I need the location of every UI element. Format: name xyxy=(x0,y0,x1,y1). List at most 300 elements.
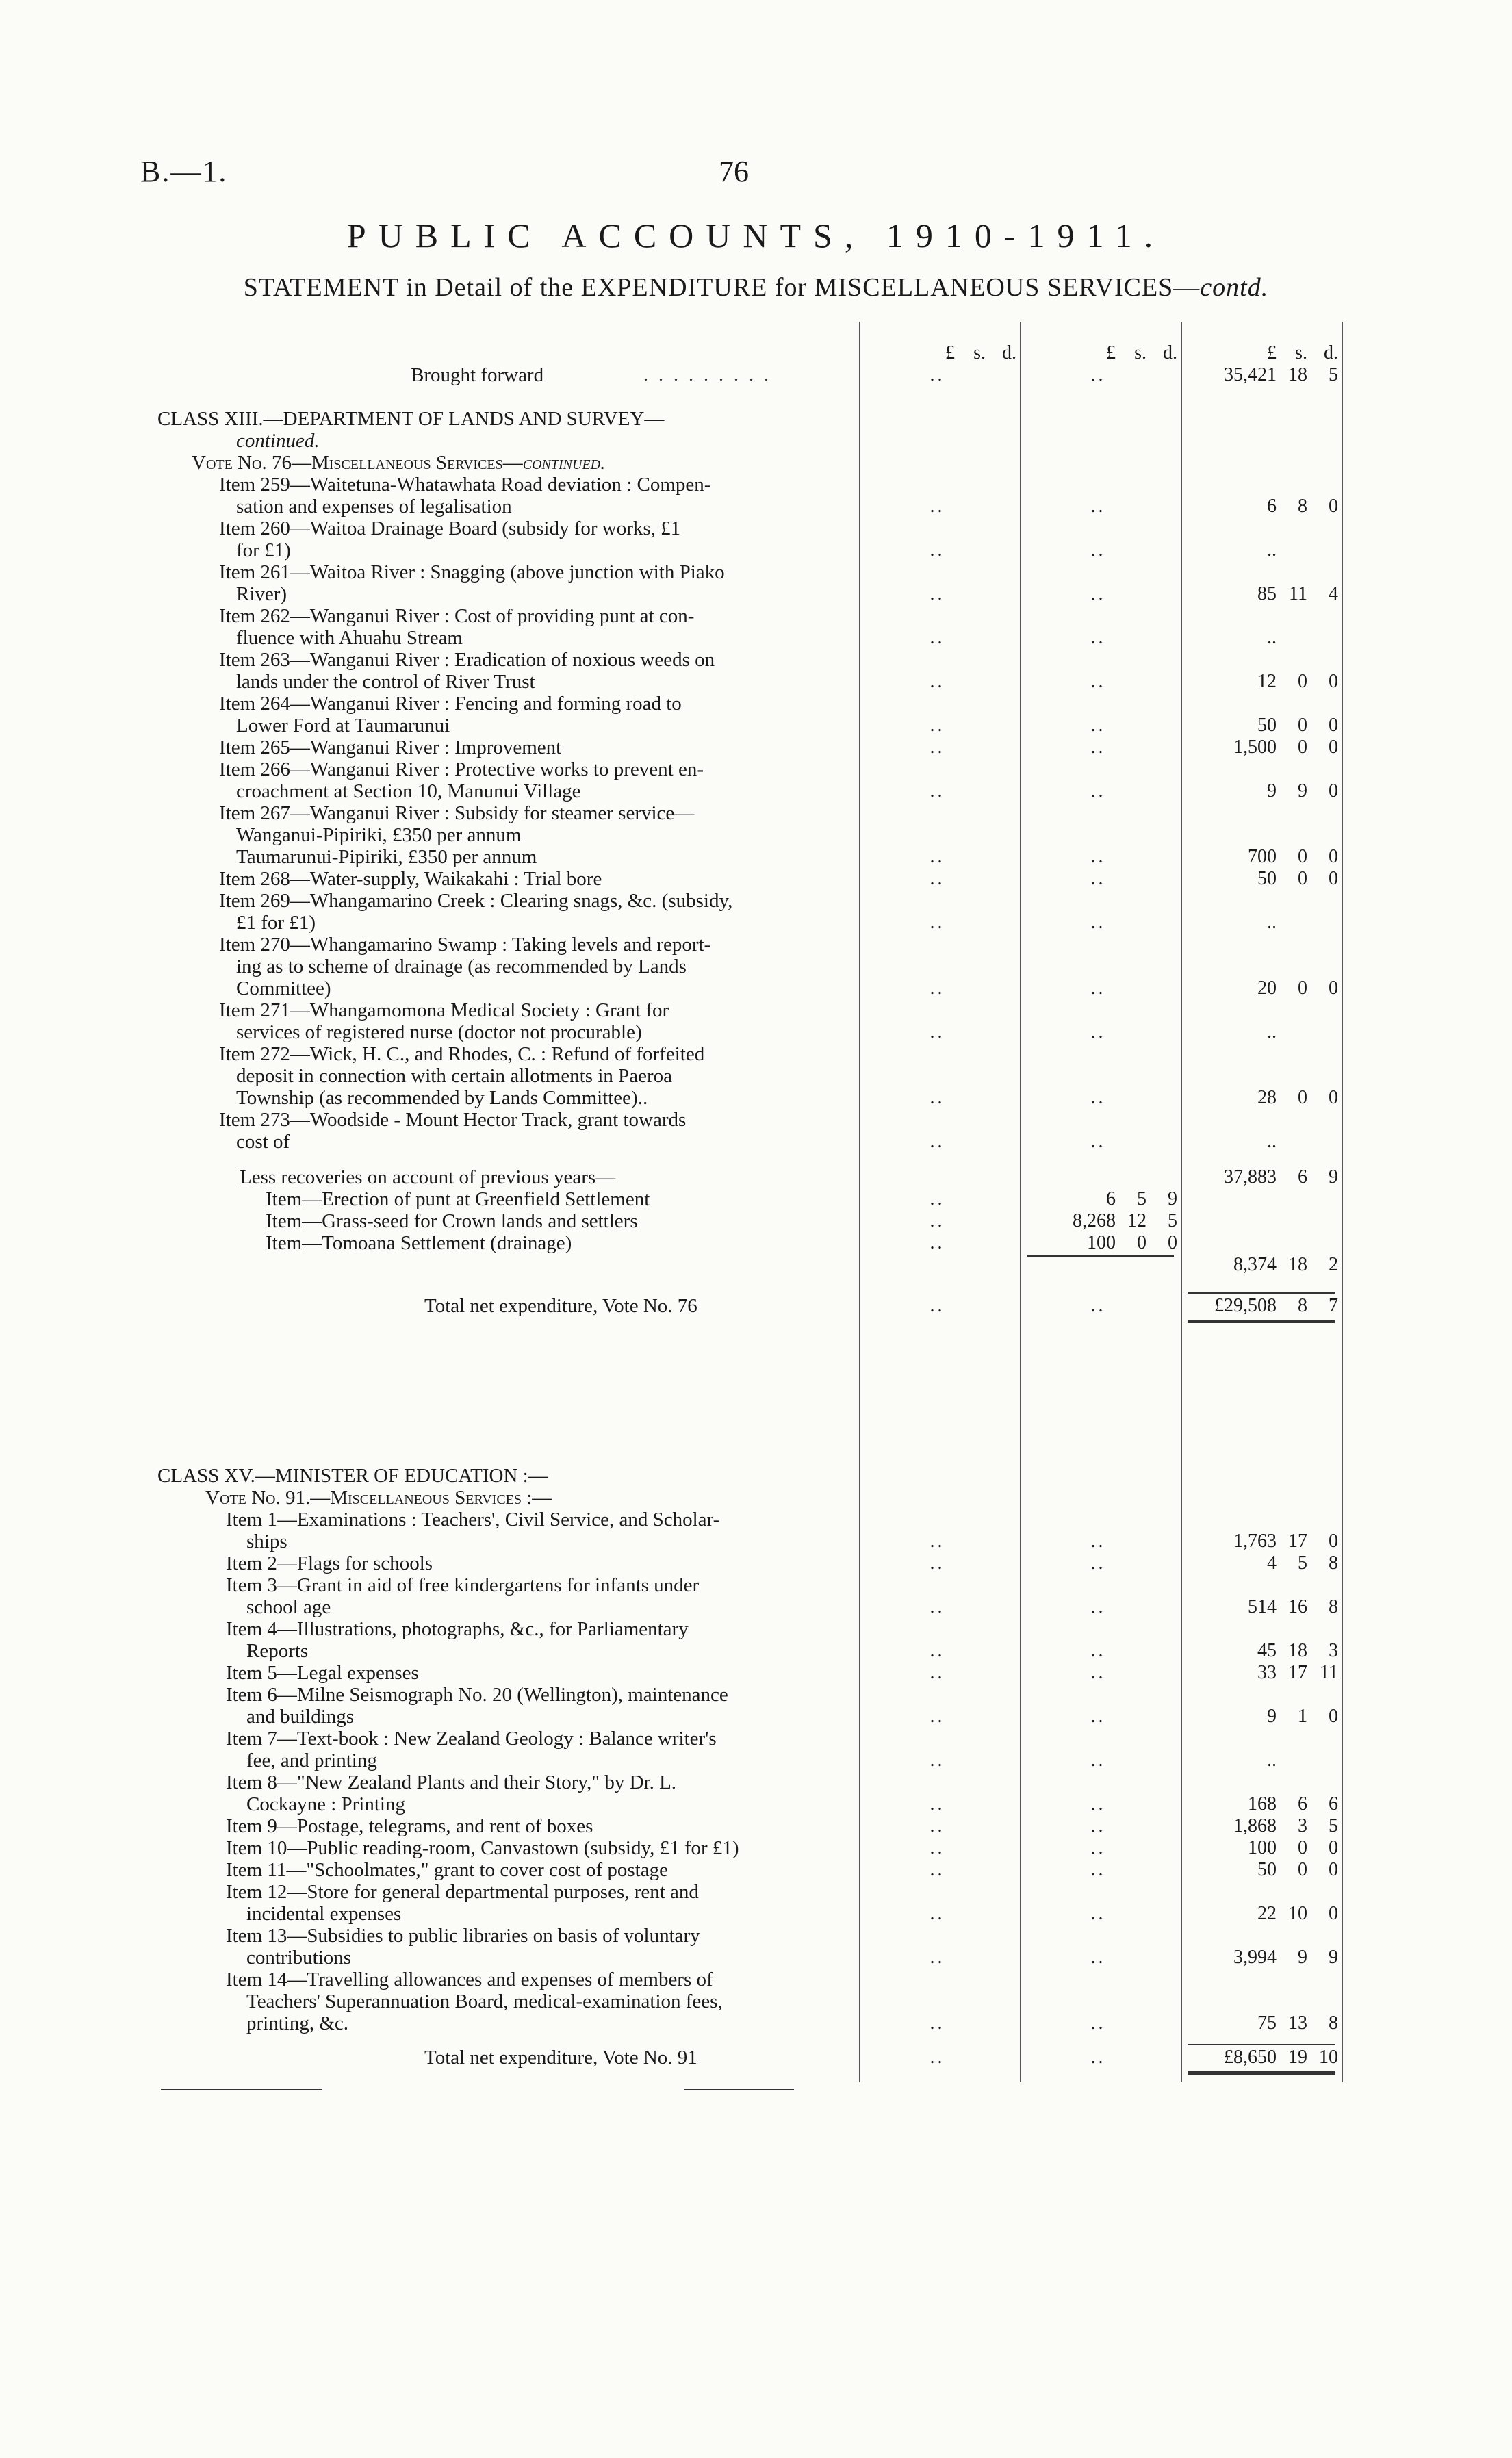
class13-item-amount-pounds: 9 xyxy=(1267,780,1277,802)
class15-item-c1: .. xyxy=(930,1596,945,1617)
class15-item-amount-pence: 8 xyxy=(1329,1596,1338,1617)
class13-item-line: Committee) xyxy=(236,977,331,999)
class13-total-shillings: 8 xyxy=(1298,1295,1307,1316)
class15-item-amount xyxy=(1181,1903,1342,1925)
class13-vote: Vote No. 76—Miscellaneous Services—continued. xyxy=(192,452,606,474)
class15-item-amount-pounds: 75 xyxy=(1257,2012,1277,2034)
class13-item-amount xyxy=(1181,627,1342,649)
class13-item-c1: .. xyxy=(930,1087,945,1108)
class13-recovery-amount-pounds: 6 xyxy=(1106,1188,1116,1209)
class13-recoveries-total-pounds: 8,374 xyxy=(1233,1254,1277,1275)
class13-recovery-amount-pounds: 8,268 xyxy=(1073,1210,1116,1231)
class15-item-line: Item 1—Examinations : Teachers', Civil Service, and Scholar- xyxy=(226,1509,720,1531)
class13-item-amount-shillings: 9 xyxy=(1298,780,1307,802)
class15-item-line: Reports xyxy=(246,1640,309,1662)
class15-item-amount xyxy=(1181,1837,1342,1859)
class13-item-c1: .. xyxy=(930,737,945,758)
column-header-c1-shillings: s. xyxy=(973,342,986,363)
class15-item-line: school age xyxy=(246,1596,331,1618)
class13-item-amount-pounds: 1,500 xyxy=(1233,737,1277,758)
class13-recovery-amount xyxy=(1020,1232,1181,1254)
class13-total xyxy=(1181,1295,1342,1317)
class13-vote-contd: continued. xyxy=(522,452,606,474)
class15-item-c1: .. xyxy=(930,1552,945,1574)
class15-item-amount-shillings: 10 xyxy=(1288,1903,1307,1924)
class13-subtotal xyxy=(1181,1166,1342,1188)
class13-item-amount-pounds: .. xyxy=(1267,539,1277,561)
column-header-c3-pounds: £ xyxy=(1267,342,1277,363)
class15-item-amount-pounds: 1,763 xyxy=(1233,1531,1277,1552)
class15-item-c2: .. xyxy=(1090,1903,1106,1924)
class13-item-line: Item 261—Waitoa River : Snagging (above junction with Piako xyxy=(219,561,725,583)
class13-item-line: Item 259—Waitetuna-Whatawhata Road deviation : Compen- xyxy=(219,474,711,496)
footer-rule-mid xyxy=(684,2089,794,2090)
class15-item-amount-shillings: 9 xyxy=(1298,1947,1307,1968)
class13-item-c1: .. xyxy=(930,912,945,933)
page-title: PUBLIC ACCOUNTS, 1910-1911. xyxy=(346,216,1166,255)
class15-item-amount xyxy=(1181,2012,1342,2034)
class13-item-line: Item 264—Wanganui River : Fencing and forming road to xyxy=(219,693,682,715)
class15-total-pence: 10 xyxy=(1319,2047,1338,2068)
class15-item-amount-pounds: 33 xyxy=(1257,1662,1277,1683)
class13-item-c2: .. xyxy=(1090,671,1106,692)
class13-total-pence: 7 xyxy=(1329,1295,1338,1316)
class13-item-c2: .. xyxy=(1090,780,1106,802)
class13-item-line: cost of xyxy=(236,1131,290,1153)
class13-item-amount xyxy=(1181,496,1342,517)
class15-total-shillings: 19 xyxy=(1288,2047,1307,2068)
class15-total-label: Total net expenditure, Vote No. 91 xyxy=(424,2047,697,2069)
class15-item-amount-shillings: 13 xyxy=(1288,2012,1307,2034)
class15-item-amount-pence: 8 xyxy=(1329,1552,1338,1574)
class13-item-amount xyxy=(1181,671,1342,693)
class15-item-line: Cockayne : Printing xyxy=(246,1793,405,1815)
class15-item-amount xyxy=(1181,1859,1342,1881)
class15-item-amount-pence: 0 xyxy=(1329,1859,1338,1880)
class13-subtotal-shillings: 6 xyxy=(1298,1166,1307,1188)
class13-recoveries-total xyxy=(1181,1254,1342,1276)
class13-recovery-label: Item—Tomoana Settlement (drainage) xyxy=(266,1232,572,1254)
column-header-c3-pence: d. xyxy=(1324,342,1338,363)
brought-forward-amount xyxy=(1181,364,1342,386)
class15-item-amount-shillings: 6 xyxy=(1298,1793,1307,1815)
class15-total-rule-bottom xyxy=(1188,2071,1335,2075)
class13-item-amount-pence: 0 xyxy=(1329,1087,1338,1108)
class15-item-c2: .. xyxy=(1090,1815,1106,1836)
class13-item-amount-pounds: .. xyxy=(1267,912,1277,933)
class13-item-amount-pounds: 700 xyxy=(1248,846,1277,867)
class13-recovery-amount xyxy=(1020,1210,1181,1232)
class13-item-amount-pounds: 20 xyxy=(1257,977,1277,999)
class15-item-amount-pence: 6 xyxy=(1329,1793,1338,1815)
class13-item-c2: .. xyxy=(1090,1021,1106,1042)
class13-item-c2: .. xyxy=(1090,627,1106,648)
class15-item-amount-pence: 0 xyxy=(1329,1706,1338,1727)
column-header-c3-shillings: s. xyxy=(1295,342,1307,363)
class15-item-c2: .. xyxy=(1090,1552,1106,1574)
column-header-c3 xyxy=(1181,342,1342,364)
class13-item-amount-pence: 0 xyxy=(1329,846,1338,867)
class13-item-amount-shillings: 0 xyxy=(1298,715,1307,736)
class15-item-amount xyxy=(1181,1750,1342,1771)
class15-item-c1: .. xyxy=(930,1750,945,1771)
class13-total-pounds: £29,508 xyxy=(1214,1295,1277,1316)
class15-item-amount-shillings: 18 xyxy=(1288,1640,1307,1661)
class13-item-line: £1 for £1) xyxy=(236,912,316,934)
class13-item-amount xyxy=(1181,1131,1342,1153)
class13-total-label: Total net expenditure, Vote No. 76 xyxy=(424,1295,697,1317)
class15-item-c1: .. xyxy=(930,1859,945,1880)
class13-item-c2: .. xyxy=(1090,583,1106,604)
class15-item-amount xyxy=(1181,1531,1342,1552)
class13-item-c2: .. xyxy=(1090,539,1106,561)
class13-item-amount xyxy=(1181,715,1342,737)
class13-subtotal-pence: 9 xyxy=(1329,1166,1338,1188)
page-subtitle xyxy=(0,272,1512,303)
class15-item-amount-pounds: 514 xyxy=(1248,1596,1277,1617)
class13-item-amount-pence: 0 xyxy=(1329,671,1338,692)
class13-item-c1: .. xyxy=(930,539,945,561)
class13-item-amount-pence: 0 xyxy=(1329,715,1338,736)
class13-item-line: Taumarunui-Pipiriki, £350 per annum xyxy=(236,846,537,868)
class15-item-amount-pounds: 3,994 xyxy=(1233,1947,1277,1968)
class13-item-line: Item 271—Whangamomona Medical Society : Grant for xyxy=(219,999,669,1021)
class13-item-amount xyxy=(1181,846,1342,868)
class13-recovery-label: Item—Grass-seed for Crown lands and settlers xyxy=(266,1210,638,1232)
class15-item-amount xyxy=(1181,1815,1342,1837)
class15-item-c1: .. xyxy=(930,2012,945,2034)
class15-item-amount-pounds: .. xyxy=(1267,1750,1277,1771)
class13-recovery-amount-pounds: 100 xyxy=(1087,1232,1116,1253)
column-rule-3 xyxy=(1181,322,1182,2082)
class13-item-line: Item 262—Wanganui River : Cost of providing punt at con- xyxy=(219,605,695,627)
class13-item-amount xyxy=(1181,1021,1342,1043)
class15-item-amount-shillings: 0 xyxy=(1298,1859,1307,1880)
page-number: 76 xyxy=(719,155,749,188)
class13-item-amount-shillings: 0 xyxy=(1298,671,1307,692)
class13-recovery-amount-shillings: 12 xyxy=(1127,1210,1146,1231)
class15-item-amount xyxy=(1181,1662,1342,1684)
class15-item-line: printing, &c. xyxy=(246,2012,349,2034)
class15-item-line: Teachers' Superannuation Board, medical-examination fees, xyxy=(246,1990,723,2012)
class13-item-line: Item 263—Wanganui River : Eradication of noxious weeds on xyxy=(219,649,715,671)
class13-item-amount-pounds: 28 xyxy=(1257,1087,1277,1108)
class13-total-c2: .. xyxy=(1090,1295,1106,1316)
class13-item-amount-pounds: .. xyxy=(1267,1131,1277,1152)
class15-item-line: Item 10—Public reading-room, Canvastown (subsidy, £1 for £1) xyxy=(226,1837,739,1859)
class13-item-amount-shillings: 0 xyxy=(1298,868,1307,889)
class15-item-amount-pounds: 100 xyxy=(1248,1837,1277,1858)
class13-item-amount-pence: 0 xyxy=(1329,496,1338,517)
column-header-c2 xyxy=(1020,342,1181,364)
class15-item-line: ships xyxy=(246,1531,287,1552)
class15-item-amount-pounds: 168 xyxy=(1248,1793,1277,1815)
class13-item-amount xyxy=(1181,977,1342,999)
class15-item-c1: .. xyxy=(930,1947,945,1968)
class15-total-pounds: £8,650 xyxy=(1224,2047,1277,2068)
class13-item-amount-pounds: 12 xyxy=(1257,671,1277,692)
footer-rule-left xyxy=(161,2089,322,2090)
class13-item-amount xyxy=(1181,1087,1342,1109)
class15-item-amount-pounds: 22 xyxy=(1257,1903,1277,1924)
class15-item-line: Item 11—"Schoolmates," grant to cover cost of postage xyxy=(226,1859,668,1881)
class13-item-c2: .. xyxy=(1090,715,1106,736)
class13-item-line: Item 268—Water-supply, Waikakahi : Trial bore xyxy=(219,868,602,890)
brought-forward-amount-pounds: 35,421 xyxy=(1224,364,1277,385)
class15-item-c1: .. xyxy=(930,1837,945,1858)
class15-item-line: Item 13—Subsidies to public libraries on basis of voluntary xyxy=(226,1925,700,1947)
class15-item-line: fee, and printing xyxy=(246,1750,377,1771)
class15-item-c2: .. xyxy=(1090,1793,1106,1815)
class13-item-line: Item 260—Waitoa Drainage Board (subsidy for works, £1 xyxy=(219,517,681,539)
column-rule-4 xyxy=(1342,322,1343,2082)
class15-item-amount xyxy=(1181,1552,1342,1574)
class15-total-rule-top xyxy=(1188,2044,1335,2045)
class13-item-c2: .. xyxy=(1090,1087,1106,1108)
class15-total xyxy=(1181,2047,1342,2069)
class15-item-c2: .. xyxy=(1090,1706,1106,1727)
class15-item-line: Item 6—Milne Seismograph No. 20 (Wellington), maintenance xyxy=(226,1684,728,1706)
class13-recovery-amount-pence: 9 xyxy=(1168,1188,1177,1209)
class15-item-line: incidental expenses xyxy=(246,1903,402,1925)
class13-item-amount-pounds: 6 xyxy=(1267,496,1277,517)
class15-item-amount-pounds: 50 xyxy=(1257,1859,1277,1880)
class13-heading-contd: continued. xyxy=(236,430,320,452)
class13-item-line: Item 265—Wanganui River : Improvement xyxy=(219,737,562,758)
class15-item-amount-pounds: 4 xyxy=(1267,1552,1277,1574)
class13-recovery-amount-pence: 0 xyxy=(1168,1232,1177,1253)
class15-item-line: Item 8—"New Zealand Plants and their Story," by Dr. L. xyxy=(226,1771,677,1793)
class13-item-c2: .. xyxy=(1090,1131,1106,1152)
class13-item-line: sation and expenses of legalisation xyxy=(236,496,512,517)
class13-item-c1: .. xyxy=(930,780,945,802)
class13-item-amount-shillings: 0 xyxy=(1298,737,1307,758)
class13-item-line: deposit in connection with certain allotments in Paeroa xyxy=(236,1065,673,1087)
class13-item-amount-pence: 0 xyxy=(1329,868,1338,889)
class13-item-c2: .. xyxy=(1090,496,1106,517)
class15-item-amount-pence: 0 xyxy=(1329,1531,1338,1552)
class13-heading: CLASS XIII.—DEPARTMENT OF LANDS AND SURVEY— xyxy=(157,408,665,430)
class13-item-line: ing as to scheme of drainage (as recommended by Lands xyxy=(236,956,687,977)
column-header-c1-pence: d. xyxy=(1002,342,1016,363)
class15-item-amount-pence: 9 xyxy=(1329,1947,1338,1968)
class15-item-amount-shillings: 17 xyxy=(1288,1531,1307,1552)
class15-item-line: Item 9—Postage, telegrams, and rent of boxes xyxy=(226,1815,593,1837)
class13-total-c1: .. xyxy=(930,1295,945,1316)
subtitle-contd: contd. xyxy=(1200,273,1269,302)
class15-item-amount-pounds: 9 xyxy=(1267,1706,1277,1727)
class15-vote: Vote No. 91.—Miscellaneous Services :— xyxy=(205,1487,552,1509)
class13-item-line: croachment at Section 10, Manunui Village xyxy=(236,780,581,802)
class15-item-c2: .. xyxy=(1090,1750,1106,1771)
class13-item-line: Item 272—Wick, H. C., and Rhodes, C. : Refund of forfeited xyxy=(219,1043,705,1065)
brought-forward-amount-shillings: 18 xyxy=(1288,364,1307,385)
class15-item-line: Item 5—Legal expenses xyxy=(226,1662,419,1684)
class15-heading: CLASS XV.—MINISTER OF EDUCATION :— xyxy=(157,1465,548,1487)
class15-item-c1: .. xyxy=(930,1706,945,1727)
class13-item-line: Item 266—Wanganui River : Protective works to prevent en- xyxy=(219,758,704,780)
brought-forward-amount-pence: 5 xyxy=(1329,364,1338,385)
class13-item-line: River) xyxy=(236,583,287,605)
class13-item-line: Item 273—Woodside - Mount Hector Track, grant towards xyxy=(219,1109,687,1131)
class15-item-amount xyxy=(1181,1793,1342,1815)
class13-recoveries-total-shillings: 18 xyxy=(1288,1254,1307,1275)
class13-item-line: Township (as recommended by Lands Committee).. xyxy=(236,1087,648,1109)
class15-item-amount-pounds: 1,868 xyxy=(1233,1815,1277,1836)
class15-item-line: contributions xyxy=(246,1947,352,1969)
class15-item-line: Item 2—Flags for schools xyxy=(226,1552,433,1574)
class13-subtotal-pounds: 37,883 xyxy=(1224,1166,1277,1188)
class13-item-amount xyxy=(1181,780,1342,802)
class13-item-amount-shillings: 8 xyxy=(1298,496,1307,517)
class15-item-amount xyxy=(1181,1596,1342,1618)
class13-item-c2: .. xyxy=(1090,737,1106,758)
class15-item-c1: .. xyxy=(930,1903,945,1924)
class13-item-amount xyxy=(1181,912,1342,934)
class13-recovery-c1: .. xyxy=(930,1188,945,1209)
column-header-c2-pounds: £ xyxy=(1106,342,1116,363)
column-header-c1-pounds: £ xyxy=(945,342,955,363)
class15-item-line: and buildings xyxy=(246,1706,355,1728)
class15-item-c2: .. xyxy=(1090,1837,1106,1858)
class13-item-c2: .. xyxy=(1090,868,1106,889)
class13-item-amount-pounds: 50 xyxy=(1257,715,1277,736)
brought-forward-c1: .. xyxy=(930,364,945,385)
brought-forward-leader: . . . . . . . . . xyxy=(643,364,771,385)
class15-item-c1: .. xyxy=(930,1815,945,1836)
class15-item-amount-shillings: 3 xyxy=(1298,1815,1307,1836)
column-header-c2-pence: d. xyxy=(1163,342,1177,363)
class13-item-c1: .. xyxy=(930,1131,945,1152)
class13-item-amount-shillings: 0 xyxy=(1298,846,1307,867)
class15-item-amount-shillings: 17 xyxy=(1288,1662,1307,1683)
class13-item-amount xyxy=(1181,868,1342,890)
class15-item-amount-pounds: 45 xyxy=(1257,1640,1277,1661)
class15-item-amount-shillings: 5 xyxy=(1298,1552,1307,1574)
class15-item-amount xyxy=(1181,1706,1342,1728)
class13-item-amount-shillings: 11 xyxy=(1289,583,1307,604)
class15-item-c2: .. xyxy=(1090,1531,1106,1552)
class13-item-c1: .. xyxy=(930,846,945,867)
class15-item-amount-pence: 3 xyxy=(1329,1640,1338,1661)
brought-forward-c2: .. xyxy=(1090,364,1106,385)
class15-item-amount-shillings: 1 xyxy=(1298,1706,1307,1727)
class13-total-rule-top xyxy=(1188,1292,1335,1294)
class15-item-line: Item 4—Illustrations, photographs, &c., for Parliamentary xyxy=(226,1618,689,1640)
class13-item-c1: .. xyxy=(930,496,945,517)
column-header-c1 xyxy=(859,342,1020,364)
class15-item-line: Item 14—Travelling allowances and expenses of members of xyxy=(226,1969,713,1990)
subtitle-main: STATEMENT in Detail of the EXPENDITURE for MISCELLANEOUS SERVICES— xyxy=(243,273,1201,302)
class13-total-rule-bottom xyxy=(1188,1320,1335,1323)
class13-item-c1: .. xyxy=(930,868,945,889)
class13-item-amount-pounds: 50 xyxy=(1257,868,1277,889)
class13-less-label: Less recoveries on account of previous years— xyxy=(240,1166,616,1188)
class15-item-c2: .. xyxy=(1090,1596,1106,1617)
class15-item-c2: .. xyxy=(1090,1662,1106,1683)
class15-item-c2: .. xyxy=(1090,1947,1106,1968)
class15-total-c2: .. xyxy=(1090,2047,1106,2068)
class13-item-line: services of registered nurse (doctor not procurable) xyxy=(236,1021,642,1043)
class13-item-c2: .. xyxy=(1090,977,1106,999)
class15-item-line: Item 12—Store for general departmental purposes, rent and xyxy=(226,1881,699,1903)
class13-item-line: for £1) xyxy=(236,539,291,561)
class13-item-amount-pounds: .. xyxy=(1267,1021,1277,1042)
class13-item-amount-shillings: 0 xyxy=(1298,1087,1307,1108)
class13-recovery-c1: .. xyxy=(930,1232,945,1253)
class15-item-amount xyxy=(1181,1640,1342,1662)
class13-item-amount-shillings: 0 xyxy=(1298,977,1307,999)
class15-item-amount-pence: 0 xyxy=(1329,1903,1338,1924)
class15-item-amount-shillings: 0 xyxy=(1298,1837,1307,1858)
class13-item-line: Item 270—Whangamarino Swamp : Taking levels and report- xyxy=(219,934,711,956)
class15-item-line: Item 7—Text-book : New Zealand Geology : Balance writer's xyxy=(226,1728,717,1750)
class13-item-amount-pounds: 85 xyxy=(1257,583,1277,604)
class15-item-amount-pence: 11 xyxy=(1320,1662,1338,1683)
class15-item-c2: .. xyxy=(1090,2012,1106,2034)
class13-item-line: Lower Ford at Taumarunui xyxy=(236,715,450,737)
class13-recovery-amount xyxy=(1020,1188,1181,1210)
column-header-c2-shillings: s. xyxy=(1134,342,1146,363)
class15-item-amount-shillings: 16 xyxy=(1288,1596,1307,1617)
class13-recovery-label: Item—Erection of punt at Greenfield Settlement xyxy=(266,1188,650,1210)
class13-item-amount xyxy=(1181,539,1342,561)
class13-item-c1: .. xyxy=(930,977,945,999)
class15-item-c1: .. xyxy=(930,1662,945,1683)
column-rule-2 xyxy=(1020,322,1021,2082)
class15-item-amount xyxy=(1181,1947,1342,1969)
class13-item-c2: .. xyxy=(1090,912,1106,933)
class15-item-amount-pence: 5 xyxy=(1329,1815,1338,1836)
class15-item-c2: .. xyxy=(1090,1859,1106,1880)
class15-item-c2: .. xyxy=(1090,1640,1106,1661)
class15-total-c1: .. xyxy=(930,2047,945,2068)
class13-item-c1: .. xyxy=(930,627,945,648)
class13-recovery-amount-shillings: 0 xyxy=(1137,1232,1146,1253)
column-rule-1 xyxy=(859,322,860,2082)
class13-item-line: fluence with Ahuahu Stream xyxy=(236,627,463,649)
class13-item-c2: .. xyxy=(1090,846,1106,867)
class13-item-amount xyxy=(1181,737,1342,758)
class15-item-c1: .. xyxy=(930,1640,945,1661)
class13-item-amount-pence: 0 xyxy=(1329,977,1338,999)
class13-item-amount-pence: 4 xyxy=(1329,583,1338,604)
class13-recoveries-total-pence: 2 xyxy=(1329,1254,1338,1275)
class13-item-amount xyxy=(1181,583,1342,605)
class15-item-c1: .. xyxy=(930,1793,945,1815)
class13-item-amount-pounds: .. xyxy=(1267,627,1277,648)
brought-forward-label: Brought forward xyxy=(411,364,544,386)
class13-item-amount-pence: 0 xyxy=(1329,737,1338,758)
class13-item-line: lands under the control of River Trust xyxy=(236,671,535,693)
class13-recovery-amount-shillings: 5 xyxy=(1137,1188,1146,1209)
class13-recovery-c1: .. xyxy=(930,1210,945,1231)
class15-item-c1: .. xyxy=(930,1531,945,1552)
class13-item-amount-pence: 0 xyxy=(1329,780,1338,802)
class13-item-line: Wanganui-Pipiriki, £350 per annum xyxy=(236,824,522,846)
class13-item-c1: .. xyxy=(930,671,945,692)
class15-item-amount-pence: 8 xyxy=(1329,2012,1338,2034)
class13-item-c1: .. xyxy=(930,583,945,604)
class13-item-line: Item 269—Whangamarino Creek : Clearing snags, &c. (subsidy, xyxy=(219,890,733,912)
class13-item-c1: .. xyxy=(930,1021,945,1042)
class13-item-line: Item 267—Wanganui River : Subsidy for steamer service— xyxy=(219,802,695,824)
document-reference: B.—1. xyxy=(140,155,228,188)
class13-recovery-amount-pence: 5 xyxy=(1168,1210,1177,1231)
class13-recovery-rule xyxy=(1027,1255,1174,1257)
class15-item-amount-pence: 0 xyxy=(1329,1837,1338,1858)
class15-item-line: Item 3—Grant in aid of free kindergartens for infants under xyxy=(226,1574,700,1596)
